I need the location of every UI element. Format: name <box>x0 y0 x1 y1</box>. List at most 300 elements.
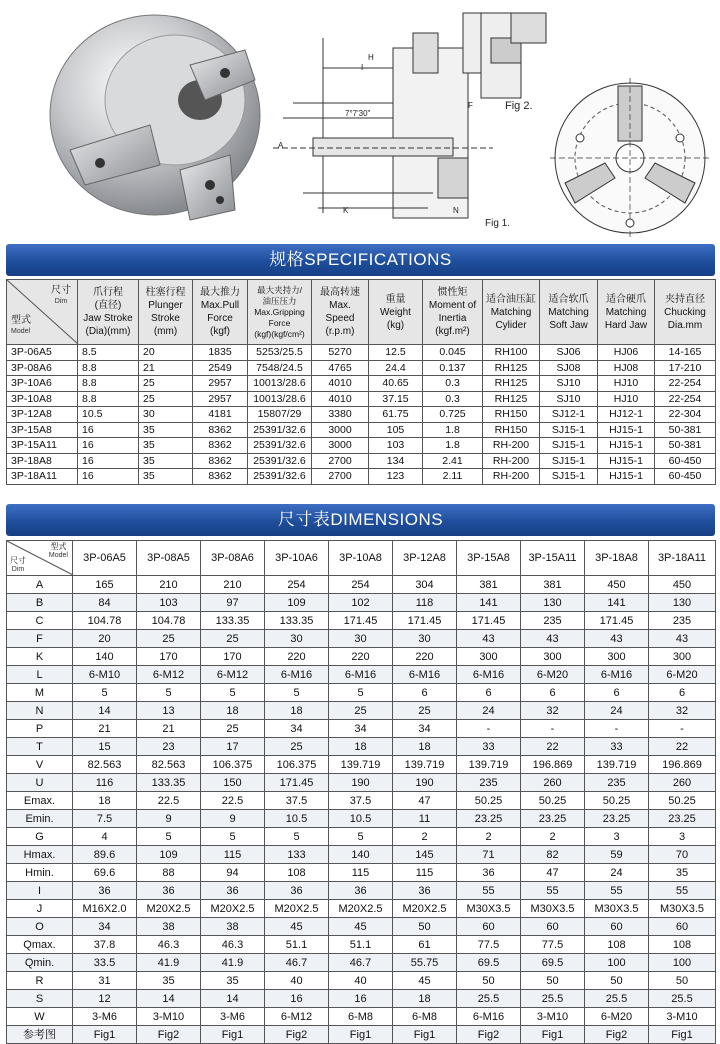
dim-model-header: 3P-18A11 <box>649 541 716 576</box>
dim-row <box>7 828 716 846</box>
dim-value-cell: Fig1 <box>73 1026 137 1044</box>
spec-value-cell: 2700 <box>312 469 369 485</box>
dim-header-row <box>7 541 716 576</box>
dim-value-cell: 45 <box>329 918 393 936</box>
dim-label-cell: V <box>7 756 73 774</box>
spec-value-cell: 3380 <box>312 407 369 423</box>
svg-text:A: A <box>278 141 284 150</box>
spec-value-cell: 103 <box>369 438 423 454</box>
dim-value-cell: 46.7 <box>329 954 393 972</box>
dim-value-cell: 235 <box>585 774 649 792</box>
dim-value-cell: 6-M12 <box>265 1008 329 1026</box>
spec-value-cell: 0.3 <box>423 391 483 407</box>
spec-value-cell: 5270 <box>312 345 369 361</box>
dim-label-cell: S <box>7 990 73 1008</box>
dim-value-cell: 35 <box>649 864 716 882</box>
dim-value-cell: Fig1 <box>649 1026 716 1044</box>
spec-value-cell: 25391/32.6 <box>248 422 312 438</box>
dim-value-cell: 36 <box>393 882 457 900</box>
dim-value-cell: 40 <box>329 972 393 990</box>
dim-label-cell: B <box>7 594 73 612</box>
spec-header-cell: 重量 Weight (kg) <box>369 280 423 345</box>
spec-value-cell: 16 <box>78 469 139 485</box>
spec-value-cell: 21 <box>139 360 193 376</box>
dim-value-cell: 43 <box>457 630 521 648</box>
dim-value-cell: 47 <box>521 864 585 882</box>
dim-value-cell: 6-M16 <box>457 666 521 684</box>
spec-value-cell: SJ15-1 <box>540 422 598 438</box>
spec-header-cell: 爪行程 (直径) Jaw Stroke (Dia)(mm) <box>78 280 139 345</box>
dim-value-cell: 47 <box>393 792 457 810</box>
dim-row <box>7 810 716 828</box>
dim-value-cell: 36 <box>265 882 329 900</box>
dim-value-cell: 88 <box>137 864 201 882</box>
dim-label-cell: O <box>7 918 73 936</box>
spec-value-cell: 24.4 <box>369 360 423 376</box>
spec-header-cell: 夹持直径 Chucking Dia.mm <box>655 280 716 345</box>
spec-value-cell: RH125 <box>483 391 540 407</box>
svg-text:K: K <box>343 206 349 215</box>
dim-value-cell: Fig1 <box>393 1026 457 1044</box>
dim-value-cell: 196.869 <box>649 756 716 774</box>
dim-row <box>7 990 716 1008</box>
dim-value-cell: 139.719 <box>585 756 649 774</box>
dim-value-cell: 69.6 <box>73 864 137 882</box>
dim-value-cell: 220 <box>393 648 457 666</box>
dim-value-cell: 115 <box>201 846 265 864</box>
dim-value-cell: 43 <box>649 630 716 648</box>
dim-value-cell: 139.719 <box>393 756 457 774</box>
dim-row <box>7 756 716 774</box>
dim-value-cell: 50 <box>521 972 585 990</box>
spec-value-cell: HJ15-1 <box>598 453 655 469</box>
spec-value-cell: HJ15-1 <box>598 438 655 454</box>
dim-value-cell: 24 <box>585 864 649 882</box>
dim-value-cell: 20 <box>73 630 137 648</box>
spec-value-cell: 123 <box>369 469 423 485</box>
dim-value-cell: 38 <box>137 918 201 936</box>
dim-value-cell: 70 <box>649 846 716 864</box>
dim-value-cell: 43 <box>585 630 649 648</box>
dim-value-cell: M20X2.5 <box>393 900 457 918</box>
dim-row <box>7 702 716 720</box>
dim-value-cell: 106.375 <box>201 756 265 774</box>
spec-value-cell: 3000 <box>312 422 369 438</box>
front-view-drawing <box>540 78 715 238</box>
dim-value-cell: 9 <box>201 810 265 828</box>
dim-value-cell: 35 <box>137 972 201 990</box>
spec-value-cell: 8362 <box>193 453 248 469</box>
dim-value-cell: 41.9 <box>137 954 201 972</box>
spec-value-cell: 10013/28.6 <box>248 391 312 407</box>
dim-value-cell: 5 <box>201 828 265 846</box>
spec-value-cell: SJ06 <box>540 345 598 361</box>
dim-row <box>7 666 716 684</box>
dim-model-header: 3P-10A6 <box>265 541 329 576</box>
dim-value-cell: 60 <box>457 918 521 936</box>
spec-header-cell: 最大推力 Max.Pull Force (kgf) <box>193 280 248 345</box>
dim-value-cell: 170 <box>137 648 201 666</box>
spec-model-cell: 3P-10A6 <box>7 376 78 392</box>
dim-value-cell: 100 <box>585 954 649 972</box>
spec-value-cell: 25391/32.6 <box>248 469 312 485</box>
dim-value-cell: M20X2.5 <box>329 900 393 918</box>
dim-value-cell: Fig2 <box>457 1026 521 1044</box>
dim-value-cell: Fig2 <box>137 1026 201 1044</box>
spec-corner-cell: 尺寸 Dim 型式 Model <box>7 280 78 345</box>
dim-value-cell: 89.6 <box>73 846 137 864</box>
dim-value-cell: 14 <box>137 990 201 1008</box>
dim-value-cell: 304 <box>393 576 457 594</box>
dim-value-cell: 97 <box>201 594 265 612</box>
dim-value-cell: M20X2.5 <box>265 900 329 918</box>
dim-value-cell: 21 <box>137 720 201 738</box>
dim-row <box>7 846 716 864</box>
spec-value-cell: SJ08 <box>540 360 598 376</box>
dim-value-cell: 100 <box>649 954 716 972</box>
dim-label-cell: 参考图 <box>7 1026 73 1044</box>
dim-value-cell: 3 <box>649 828 716 846</box>
dim-value-cell: 24 <box>457 702 521 720</box>
dim-value-cell: 36 <box>137 882 201 900</box>
dim-value-cell: 140 <box>329 846 393 864</box>
spec-value-cell: RH150 <box>483 407 540 423</box>
dim-value-cell: 3 <box>585 828 649 846</box>
spec-value-cell: 22-304 <box>655 407 716 423</box>
spec-model-cell: 3P-18A8 <box>7 453 78 469</box>
spec-value-cell: RH-200 <box>483 469 540 485</box>
spec-value-cell: 25391/32.6 <box>248 438 312 454</box>
spec-row <box>7 345 716 361</box>
dim-value-cell: 34 <box>73 918 137 936</box>
dim-value-cell: 37.5 <box>265 792 329 810</box>
spec-value-cell: 8.8 <box>78 376 139 392</box>
spec-value-cell: 37.15 <box>369 391 423 407</box>
dim-value-cell: 12 <box>73 990 137 1008</box>
dim-value-cell: 133.35 <box>265 612 329 630</box>
dim-value-cell: 36 <box>73 882 137 900</box>
dim-value-cell: 50.25 <box>649 792 716 810</box>
dim-value-cell: 196.869 <box>521 756 585 774</box>
spec-value-cell: 5253/25.5 <box>248 345 312 361</box>
dim-value-cell: 190 <box>329 774 393 792</box>
dim-value-cell: 3-M10 <box>521 1008 585 1026</box>
spec-value-cell: 1835 <box>193 345 248 361</box>
dim-value-cell: 15 <box>73 738 137 756</box>
spec-value-cell: 2.41 <box>423 453 483 469</box>
dim-value-cell: M16X2.0 <box>73 900 137 918</box>
spec-value-cell: 8.5 <box>78 345 139 361</box>
dim-row <box>7 648 716 666</box>
spec-value-cell: 2.11 <box>423 469 483 485</box>
spec-value-cell: 1.8 <box>423 438 483 454</box>
dim-value-cell: 33.5 <box>73 954 137 972</box>
spec-value-cell: 16 <box>78 438 139 454</box>
dim-value-cell: 43 <box>521 630 585 648</box>
dim-value-cell: 46.7 <box>265 954 329 972</box>
dim-value-cell: 25 <box>329 702 393 720</box>
dim-value-cell: 235 <box>521 612 585 630</box>
dim-value-cell: 116 <box>73 774 137 792</box>
dim-value-cell: 23.25 <box>649 810 716 828</box>
spec-header-cell: 适合软爪 Matching Soft Jaw <box>540 280 598 345</box>
spec-value-cell: SJ10 <box>540 391 598 407</box>
spec-value-cell: 0.137 <box>423 360 483 376</box>
dim-label-cell: W <box>7 1008 73 1026</box>
spec-value-cell: 0.725 <box>423 407 483 423</box>
dim-value-cell: 82.563 <box>137 756 201 774</box>
dim-value-cell: 150 <box>201 774 265 792</box>
dim-value-cell: 139.719 <box>457 756 521 774</box>
dim-value-cell: 18 <box>265 702 329 720</box>
dim-value-cell: 21 <box>73 720 137 738</box>
dim-value-cell: 84 <box>73 594 137 612</box>
spec-value-cell: 4765 <box>312 360 369 376</box>
dim-value-cell: 6-M12 <box>137 666 201 684</box>
dim-row <box>7 612 716 630</box>
spec-model-cell: 3P-08A6 <box>7 360 78 376</box>
dim-value-cell: 51.1 <box>265 936 329 954</box>
dim-value-cell: Fig2 <box>265 1026 329 1044</box>
dim-value-cell: 103 <box>137 594 201 612</box>
spec-header-cell: 柱塞行程 Plunger Stroke (mm) <box>139 280 193 345</box>
spec-value-cell: 35 <box>139 453 193 469</box>
dim-value-cell: 55 <box>457 882 521 900</box>
dim-value-cell: 381 <box>521 576 585 594</box>
dim-value-cell: 6-M12 <box>201 666 265 684</box>
spec-value-cell: 50-381 <box>655 438 716 454</box>
dim-value-cell: 6-M16 <box>265 666 329 684</box>
spec-value-cell: 30 <box>139 407 193 423</box>
dim-value-cell: 210 <box>201 576 265 594</box>
spec-value-cell: 8362 <box>193 438 248 454</box>
dim-label-cell: N <box>7 702 73 720</box>
dim-value-cell: 23.25 <box>585 810 649 828</box>
spec-value-cell: 2549 <box>193 360 248 376</box>
dim-value-cell: - <box>457 720 521 738</box>
dim-value-cell: 55.75 <box>393 954 457 972</box>
dim-model-header: 3P-12A8 <box>393 541 457 576</box>
dim-value-cell: 61 <box>393 936 457 954</box>
svg-text:H: H <box>368 53 374 62</box>
spec-value-cell: 35 <box>139 438 193 454</box>
dim-value-cell: 45 <box>393 972 457 990</box>
dim-value-cell: 59 <box>585 846 649 864</box>
spec-value-cell: RH-200 <box>483 453 540 469</box>
dimensions-banner: 尺寸表DIMENSIONS <box>6 504 715 536</box>
dim-value-cell: 171.45 <box>329 612 393 630</box>
dim-value-cell: 260 <box>649 774 716 792</box>
dim-value-cell: 69.5 <box>521 954 585 972</box>
spec-value-cell: 12.5 <box>369 345 423 361</box>
dim-value-cell: 45 <box>265 918 329 936</box>
dim-value-cell: 3-M10 <box>137 1008 201 1026</box>
spec-value-cell: 40.65 <box>369 376 423 392</box>
spec-value-cell: 3000 <box>312 438 369 454</box>
dim-value-cell: 82 <box>521 846 585 864</box>
spec-header-row <box>7 280 716 345</box>
dim-value-cell: 36 <box>329 882 393 900</box>
dim-value-cell: 22 <box>649 738 716 756</box>
dim-value-cell: 6-M8 <box>393 1008 457 1026</box>
dim-value-cell: 5 <box>329 828 393 846</box>
spec-value-cell: 10013/28.6 <box>248 376 312 392</box>
dim-value-cell: 50 <box>585 972 649 990</box>
dim-label-cell: I <box>7 882 73 900</box>
dim-value-cell: 235 <box>649 612 716 630</box>
dim-model-header: 3P-15A11 <box>521 541 585 576</box>
dim-value-cell: 6 <box>521 684 585 702</box>
spec-value-cell: 16 <box>78 453 139 469</box>
dim-value-cell: 3-M6 <box>73 1008 137 1026</box>
dim-value-cell: 6-M20 <box>649 666 716 684</box>
spec-value-cell: 60-450 <box>655 453 716 469</box>
dim-value-cell: 30 <box>393 630 457 648</box>
dim-model-header: 3P-18A8 <box>585 541 649 576</box>
dim-value-cell: - <box>649 720 716 738</box>
illustration-area <box>0 0 720 240</box>
spec-value-cell: 8362 <box>193 422 248 438</box>
dim-value-cell: 5 <box>265 828 329 846</box>
dim-value-cell: 5 <box>73 684 137 702</box>
spec-header-cell: 惯性矩 Moment of Inertia (kgf.m²) <box>423 280 483 345</box>
spec-value-cell: 14-165 <box>655 345 716 361</box>
spec-model-cell: 3P-10A8 <box>7 391 78 407</box>
dim-value-cell: 254 <box>265 576 329 594</box>
dim-model-header: 3P-10A8 <box>329 541 393 576</box>
dim-value-cell: 18 <box>393 738 457 756</box>
spec-row <box>7 453 716 469</box>
dim-value-cell: 34 <box>329 720 393 738</box>
dim-value-cell: 10.5 <box>329 810 393 828</box>
dim-value-cell: 165 <box>73 576 137 594</box>
dim-value-cell: 300 <box>521 648 585 666</box>
dim-value-cell: 133.35 <box>137 774 201 792</box>
dim-value-cell: 22.5 <box>201 792 265 810</box>
dim-value-cell: 34 <box>265 720 329 738</box>
spec-value-cell: 25 <box>139 391 193 407</box>
dim-value-cell: 22.5 <box>137 792 201 810</box>
dim-label-cell: Qmax. <box>7 936 73 954</box>
dim-value-cell: 60 <box>521 918 585 936</box>
spec-value-cell: 8362 <box>193 469 248 485</box>
dim-label-cell: Qmin. <box>7 954 73 972</box>
dim-label-cell: K <box>7 648 73 666</box>
dim-value-cell: 50 <box>457 972 521 990</box>
dim-value-cell: 37.8 <box>73 936 137 954</box>
dim-value-cell: 14 <box>201 990 265 1008</box>
dim-value-cell: 46.3 <box>137 936 201 954</box>
spec-header-cell: 最大夹持力/ 油压压力 Max.Gripping Force (kgf)(kgf/cm²) <box>248 280 312 345</box>
dim-value-cell: 133.35 <box>201 612 265 630</box>
dim-value-cell: 32 <box>521 702 585 720</box>
spec-value-cell: RH-200 <box>483 438 540 454</box>
svg-text:I: I <box>361 63 364 72</box>
dim-value-cell: 18 <box>201 702 265 720</box>
spec-value-cell: 16 <box>78 422 139 438</box>
dim-value-cell: 220 <box>265 648 329 666</box>
spec-value-cell: 4010 <box>312 391 369 407</box>
spec-row <box>7 407 716 423</box>
dim-value-cell: 4 <box>73 828 137 846</box>
dim-value-cell: 6-M16 <box>329 666 393 684</box>
dim-label-cell: M <box>7 684 73 702</box>
dim-row <box>7 900 716 918</box>
dim-value-cell: 102 <box>329 594 393 612</box>
spec-value-cell: 105 <box>369 422 423 438</box>
dim-value-cell: Fig1 <box>521 1026 585 1044</box>
dim-value-cell: 23.25 <box>521 810 585 828</box>
dim-value-cell: 33 <box>457 738 521 756</box>
dim-label-cell: J <box>7 900 73 918</box>
spec-value-cell: HJ15-1 <box>598 469 655 485</box>
dim-label-cell: Emin. <box>7 810 73 828</box>
dim-value-cell: 141 <box>457 594 521 612</box>
dim-value-cell: 3-M6 <box>201 1008 265 1026</box>
dim-value-cell: 18 <box>329 738 393 756</box>
dim-value-cell: 450 <box>649 576 716 594</box>
dim-label-cell: R <box>7 972 73 990</box>
dim-value-cell: 23 <box>137 738 201 756</box>
spec-value-cell: 35 <box>139 469 193 485</box>
dim-value-cell: 171.45 <box>265 774 329 792</box>
dim-value-cell: 22 <box>521 738 585 756</box>
svg-text:F: F <box>468 101 473 110</box>
dim-value-cell: 77.5 <box>457 936 521 954</box>
dim-value-cell: 6 <box>649 684 716 702</box>
dim-value-cell: 94 <box>201 864 265 882</box>
dim-value-cell: M30X3.5 <box>457 900 521 918</box>
dim-value-cell: 5 <box>201 684 265 702</box>
dim-label-cell: P <box>7 720 73 738</box>
dim-value-cell: 14 <box>73 702 137 720</box>
spec-header-cell: 最高转速 Max. Speed (r.p.m) <box>312 280 369 345</box>
dim-value-cell: 25 <box>393 702 457 720</box>
dim-label-cell: F <box>7 630 73 648</box>
spec-value-cell: SJ15-1 <box>540 438 598 454</box>
dim-row <box>7 954 716 972</box>
dim-value-cell: 115 <box>393 864 457 882</box>
dim-row <box>7 864 716 882</box>
dim-value-cell: 140 <box>73 648 137 666</box>
dim-value-cell: 11 <box>393 810 457 828</box>
spec-model-cell: 3P-06A5 <box>7 345 78 361</box>
spec-row <box>7 469 716 485</box>
spec-value-cell: 15807/29 <box>248 407 312 423</box>
dim-row <box>7 882 716 900</box>
spec-value-cell: 1.8 <box>423 422 483 438</box>
dim-value-cell: 31 <box>73 972 137 990</box>
specifications-table <box>6 279 716 485</box>
dim-value-cell: 115 <box>329 864 393 882</box>
dim-label-cell: Emax. <box>7 792 73 810</box>
spec-row <box>7 391 716 407</box>
spec-model-cell: 3P-15A11 <box>7 438 78 454</box>
dim-row <box>7 918 716 936</box>
dim-value-cell: 10.5 <box>265 810 329 828</box>
dim-value-cell: 41.9 <box>201 954 265 972</box>
spec-value-cell: HJ10 <box>598 391 655 407</box>
dim-value-cell: 104.78 <box>137 612 201 630</box>
spec-value-cell: 22-254 <box>655 376 716 392</box>
dim-value-cell: 104.78 <box>73 612 137 630</box>
dim-value-cell: 60 <box>585 918 649 936</box>
dim-value-cell: 7.5 <box>73 810 137 828</box>
dim-label-cell: U <box>7 774 73 792</box>
dim-value-cell: 50.25 <box>521 792 585 810</box>
dim-value-cell: 25.5 <box>521 990 585 1008</box>
dim-row <box>7 774 716 792</box>
